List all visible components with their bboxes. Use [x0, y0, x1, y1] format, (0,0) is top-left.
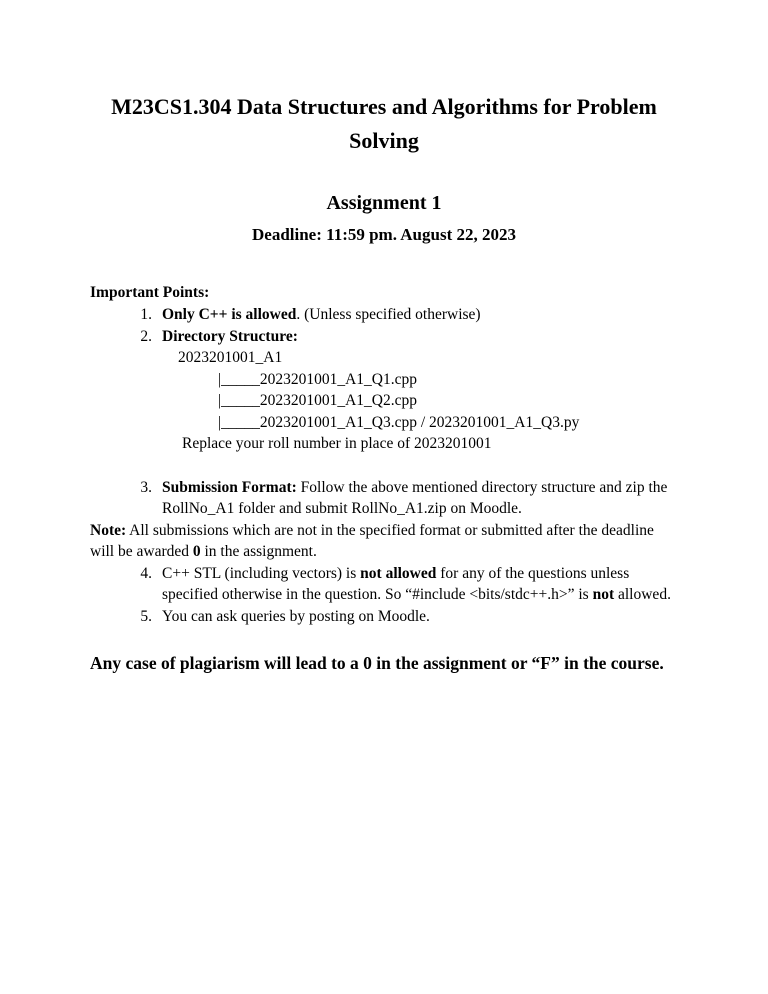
item-3-rest: Follow the above mentioned directory structure and zip the RollNo_A1 folder and submit RollNo_A1.zip on Moodle.	[162, 478, 668, 517]
note-paragraph	[90, 520, 678, 563]
item-5-text: You can ask queries by posting on Moodle.	[162, 607, 430, 625]
directory-file-3: |_____2023201001_A1_Q3.cpp / 2023201001_A1_Q3.py	[218, 413, 580, 431]
note-text-2: in the assignment.	[200, 543, 317, 560]
item-2-text	[152, 326, 678, 455]
item-1-bold: Only C++ is allowed	[162, 306, 297, 323]
vertical-spacer	[90, 455, 678, 477]
item-2-heading	[162, 326, 678, 348]
item-4-text	[152, 563, 678, 606]
item-1-rest: . (Unless specified otherwise)	[296, 306, 481, 323]
item-4-text-1: C++ STL (including vectors) is	[162, 564, 361, 582]
item-1-number: 1.	[140, 306, 152, 323]
list-item-3	[90, 477, 678, 520]
item-3-bold: Submission Format:	[162, 478, 297, 496]
assignment-title: Assignment 1	[326, 192, 442, 214]
directory-note: Replace your roll number in place of 2023201001	[182, 435, 492, 452]
item-5-number: 5.	[140, 607, 152, 625]
item-2-number: 2.	[140, 327, 152, 345]
list-item-1	[90, 304, 678, 326]
deadline-text: Deadline: 11:59 pm. August 22, 2023	[252, 225, 516, 244]
important-points-heading: Important Points:	[90, 284, 210, 301]
item-4-number: 4.	[140, 564, 152, 582]
note-bold-2: 0	[192, 543, 201, 560]
list-item-2	[90, 326, 678, 455]
course-title: M23CS1.304 Data Structures and Algorithms for Problem Solving	[111, 94, 657, 153]
list-item-5	[90, 606, 678, 628]
directory-file-2: |_____2023201001_A1_Q2.cpp	[218, 392, 417, 409]
item-4-bold-2: not	[592, 586, 615, 603]
item-3-number: 3.	[140, 478, 152, 496]
item-4-text-3: allowed.	[614, 586, 671, 603]
item-1-text	[152, 304, 678, 326]
item-3-text	[152, 477, 678, 520]
item-4-text-2: for any of the questions unless specified otherwise in the question. So “#include <bits/stdc++.h>” is	[162, 564, 630, 603]
directory-file-1: |_____2023201001_A1_Q1.cpp	[218, 370, 417, 388]
item-2-bold: Directory Structure:	[162, 327, 298, 345]
item-4-bold-1: not allowed	[360, 564, 437, 582]
note-bold: Note:	[90, 521, 127, 539]
note-text-1: All submissions which are not in the specified format or submitted after the deadline will be awarded	[90, 521, 654, 560]
list-item-4	[90, 563, 678, 606]
directory-root: 2023201001_A1	[178, 349, 283, 366]
plagiarism-warning: Any case of plagiarism will lead to a 0 in the assignment or “F” in the course.	[90, 653, 664, 673]
